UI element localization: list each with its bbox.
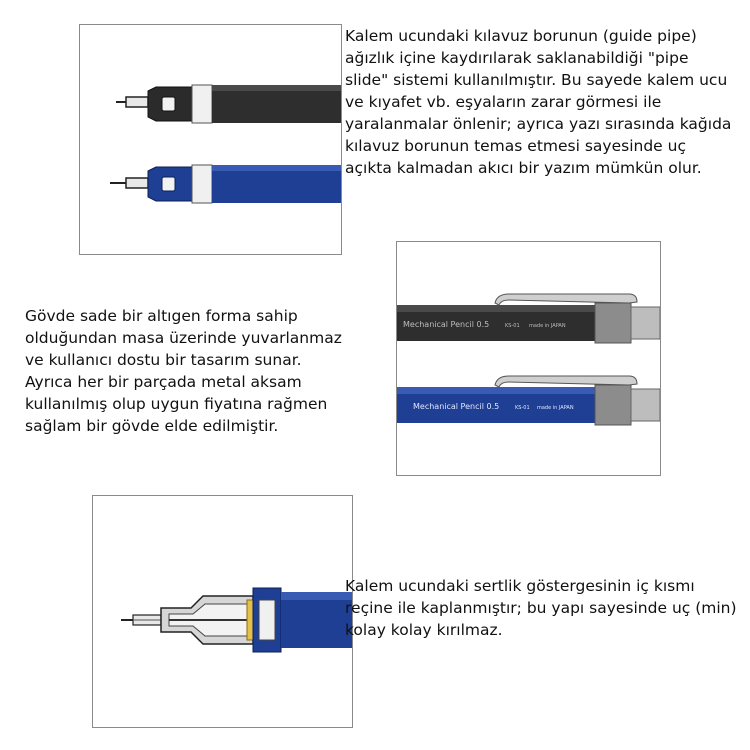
resin-coating-description: Kalem ucundaki sertlik göstergesinin iç kısmı reçine ile kaplanmıştır; bu yapı sayesinde uç (min) kolay kolay kırılmaz.: [345, 577, 737, 639]
blue-pencil-model-label: Mechanical Pencil 0.5: [413, 402, 500, 411]
tip-cross-section-figure: [92, 495, 353, 728]
pipe-slide-description: Kalem ucundaki kılavuz borunun (guide pipe) ağızlık içine kaydırılarak saklanabildiği "pipe slide" sistemi kullanılmıştır. Bu sayede kalem ucu ve kıyafet vb. eşyaların zarar görmesi ile yaralanmalar önlenir; ayrıca yazı sırasında kağıda kılavuz borunun temas etmesi sayesinde uç açıkta kalmadan akıcı bir yazım mümkün olur.: [345, 27, 732, 177]
tip-cross-section-illustration: [93, 496, 352, 727]
black-pencil-model-label: Mechanical Pencil 0.5: [403, 320, 490, 329]
black-pencil-code-label: KS-01: [505, 323, 520, 329]
blue-pencil-code-label: KS-01: [515, 405, 530, 411]
cross-section: [121, 588, 352, 652]
blue-pencil-tip: [110, 165, 341, 203]
blue-pencil-body: [397, 376, 660, 425]
body-clip-figure: [396, 241, 661, 476]
hexagonal-body-description: Gövde sade bir altıgen forma sahip olduğundan masa üzerinde yuvarlanmaz ve kullanıcı dostu bir tasarım sunar. Ayrıca her bir parçada metal aksam kullanılmış olup uygun fiyatına rağmen sağlam bir gövde elde edilmiştir.: [25, 307, 342, 435]
pipe-slide-figure: [79, 24, 342, 255]
black-pencil-body: [397, 294, 660, 343]
black-pencil-origin-label: made in JAPAN: [529, 323, 566, 329]
blue-pencil-origin-label: made in JAPAN: [537, 405, 574, 411]
black-pencil-tip: [116, 85, 341, 123]
pencil-bodies-illustration: [397, 242, 660, 475]
pencil-tips-illustration: [80, 25, 341, 254]
